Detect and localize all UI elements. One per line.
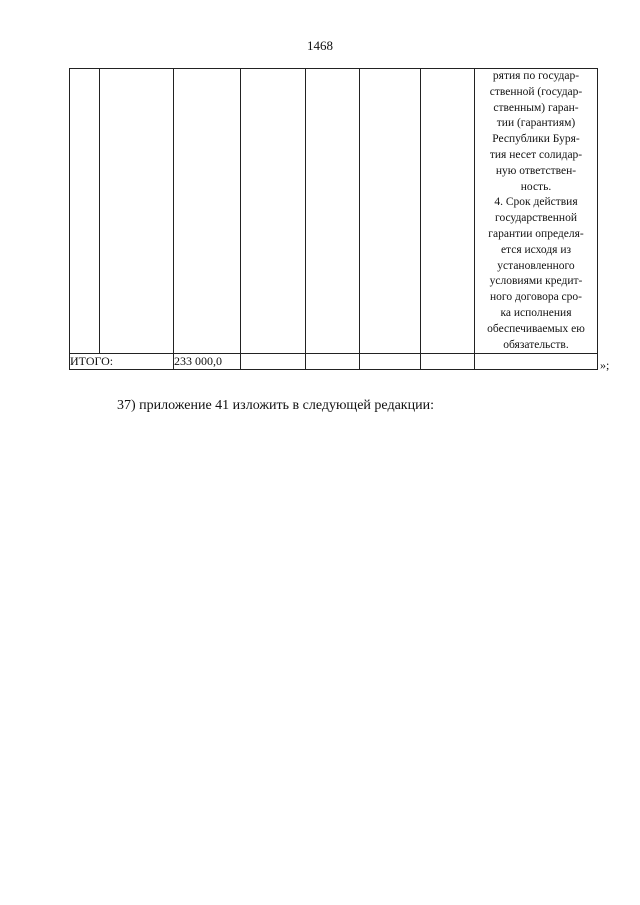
table-cell xyxy=(241,69,306,354)
table-cell xyxy=(174,69,241,354)
closing-quote: »; xyxy=(600,358,610,372)
text-line: условиями кредит- xyxy=(489,275,583,288)
table-cell xyxy=(360,69,421,354)
text-line: обеспечиваемых ею xyxy=(487,322,585,335)
text-line: установленного xyxy=(497,259,575,272)
text-line: 4. Срок действия xyxy=(494,196,578,209)
table-cell xyxy=(360,354,421,370)
total-row xyxy=(70,354,598,370)
text-line: обязательств. xyxy=(503,338,569,351)
text-line: ка исполнения xyxy=(500,306,572,319)
text-line: Республики Буря- xyxy=(492,133,580,146)
text-line: ственной (государ- xyxy=(489,85,583,98)
text-line: гарантии определя- xyxy=(488,227,584,240)
text-line: ственным) гаран- xyxy=(493,101,579,114)
table-cell xyxy=(70,69,100,354)
table-cell xyxy=(306,69,360,354)
text-line: ного договора сро- xyxy=(489,291,582,304)
table-cell xyxy=(421,354,475,370)
guarantee-table xyxy=(69,68,598,370)
page-number: 1468 xyxy=(307,38,333,53)
text-line: ность. xyxy=(520,180,552,193)
table-row xyxy=(70,69,598,354)
table-cell xyxy=(241,354,306,370)
total-value: 233 000,0 xyxy=(174,354,241,370)
text-line: государственной xyxy=(495,212,577,225)
table-cell xyxy=(100,69,174,354)
text-line: тия несет солидар- xyxy=(489,148,583,161)
text-line: ется исходя из xyxy=(500,243,572,256)
total-label: ИТОГО: xyxy=(70,354,174,370)
text-line: ную ответствен- xyxy=(495,164,577,177)
guarantee-terms-cell xyxy=(475,69,598,354)
table-cell xyxy=(421,69,475,354)
text-line: рятия по государ- xyxy=(492,70,580,82)
table-cell xyxy=(475,354,598,370)
amendment-paragraph: 37) приложение 41 изложить в следующей редакции: xyxy=(117,398,434,413)
table-cell xyxy=(306,354,360,370)
text-line: тии (гарантиям) xyxy=(496,117,576,130)
